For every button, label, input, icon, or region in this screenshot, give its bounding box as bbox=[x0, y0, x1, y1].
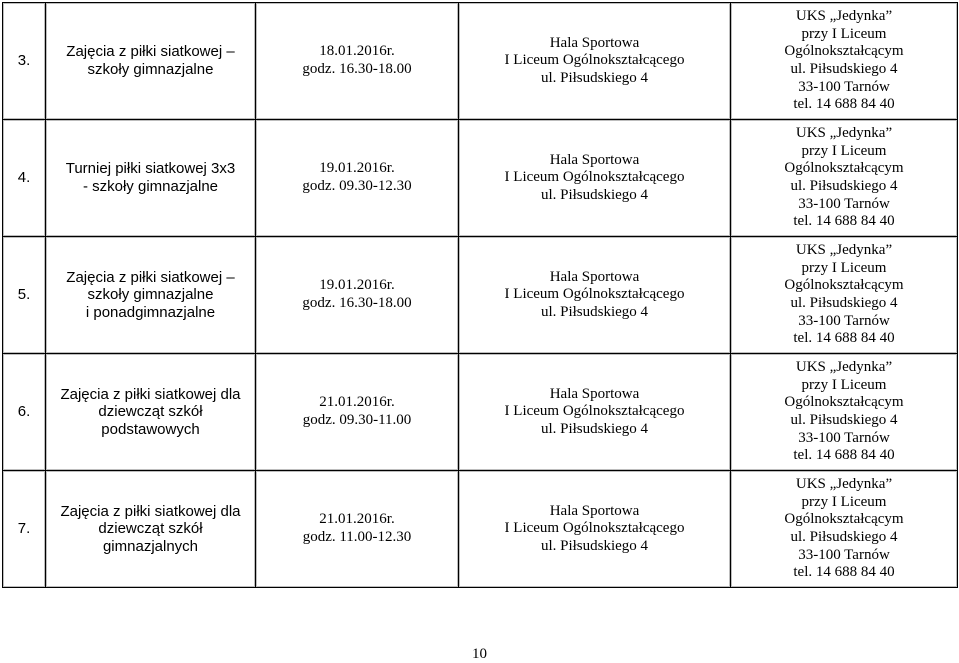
event-description-cell bbox=[46, 354, 256, 471]
table-row bbox=[3, 3, 958, 120]
row-number: 5. bbox=[3, 237, 46, 354]
event-description-cell bbox=[46, 3, 256, 120]
row-number: 3. bbox=[3, 3, 46, 120]
event-line: dziewcząt szkół bbox=[98, 403, 203, 421]
venue-cell bbox=[459, 237, 731, 354]
organizer-line: tel. 14 688 84 40 bbox=[793, 213, 895, 230]
venue-line: ul. Piłsudskiego 4 bbox=[540, 537, 649, 554]
row-number: 7. bbox=[3, 471, 46, 588]
organizer-line: przy I Liceum bbox=[801, 259, 887, 276]
venue-line: ul. Piłsudskiego 4 bbox=[540, 303, 649, 320]
page-number: 10 bbox=[472, 646, 487, 662]
table-row bbox=[3, 354, 958, 471]
organizer-cell bbox=[731, 120, 958, 237]
date-line: 21.01.2016r. bbox=[319, 511, 395, 528]
row-number: 6. bbox=[3, 354, 46, 471]
organizer-cell bbox=[731, 3, 958, 120]
organizer-line: Ogólnokształcącym bbox=[784, 277, 904, 294]
date-line: 19.01.2016r. bbox=[319, 277, 395, 294]
date-line: godz. 16.30-18.00 bbox=[302, 295, 412, 311]
venue-line: ul. Piłsudskiego 4 bbox=[540, 69, 649, 86]
organizer-line: UKS „Jedynka” bbox=[795, 242, 893, 259]
organizer-line: 33-100 Tarnów bbox=[798, 312, 890, 329]
organizer-line: tel. 14 688 84 40 bbox=[793, 564, 895, 581]
venue-line: Hala Sportowa bbox=[549, 34, 640, 51]
organizer-line: ul. Piłsudskiego 4 bbox=[790, 61, 898, 77]
organizer-line: ul. Piłsudskiego 4 bbox=[790, 295, 898, 311]
organizer-line: przy I Liceum bbox=[801, 493, 887, 510]
organizer-line: Ogólnokształcącym bbox=[784, 43, 904, 60]
event-line: gimnazjalnych bbox=[102, 537, 199, 555]
date-time-cell bbox=[256, 354, 459, 471]
event-line: podstawowych bbox=[101, 420, 200, 438]
event-line: Zajęcia z piłki siatkowej dla bbox=[60, 385, 241, 403]
venue-cell bbox=[459, 354, 731, 471]
date-line: 19.01.2016r. bbox=[319, 160, 395, 177]
event-line: szkoły gimnazjalne bbox=[87, 286, 214, 304]
venue-line: I Liceum Ogólnokształcącego bbox=[504, 403, 685, 420]
date-time-cell bbox=[256, 120, 459, 237]
organizer-line: 33-100 Tarnów bbox=[798, 546, 890, 563]
date-line: godz. 09.30-11.00 bbox=[302, 412, 412, 428]
event-description-cell bbox=[46, 120, 256, 237]
event-line: szkoły gimnazjalne bbox=[87, 61, 214, 78]
venue-cell bbox=[459, 471, 731, 588]
organizer-line: Ogólnokształcącym bbox=[784, 394, 904, 411]
organizer-line: UKS „Jedynka” bbox=[795, 8, 893, 25]
organizer-line: UKS „Jedynka” bbox=[795, 359, 893, 376]
organizer-line: Ogólnokształcącym bbox=[784, 160, 904, 177]
date-time-cell bbox=[256, 471, 459, 588]
event-line: Zajęcia z piłki siatkowej – bbox=[66, 268, 235, 286]
table-row bbox=[3, 237, 958, 354]
event-line: dziewcząt szkół bbox=[98, 520, 203, 538]
organizer-line: 33-100 Tarnów bbox=[798, 78, 890, 95]
date-line: godz. 11.00-12.30 bbox=[302, 529, 412, 545]
date-line: 18.01.2016r. bbox=[319, 43, 395, 60]
organizer-cell bbox=[731, 471, 958, 588]
organizer-line: 33-100 Tarnów bbox=[798, 195, 890, 212]
table-row bbox=[3, 120, 958, 237]
organizer-cell bbox=[731, 354, 958, 471]
event-line: i ponadgimnazjalne bbox=[85, 303, 216, 321]
venue-line: ul. Piłsudskiego 4 bbox=[540, 420, 649, 437]
event-line: Zajęcia z piłki siatkowej dla bbox=[60, 502, 241, 520]
event-line: - szkoły gimnazjalne bbox=[82, 178, 219, 195]
organizer-line: tel. 14 688 84 40 bbox=[793, 447, 895, 464]
date-line: godz. 09.30-12.30 bbox=[302, 178, 412, 194]
venue-line: Hala Sportowa bbox=[549, 502, 640, 519]
organizer-line: tel. 14 688 84 40 bbox=[793, 330, 895, 347]
organizer-cell bbox=[731, 237, 958, 354]
organizer-line: tel. 14 688 84 40 bbox=[793, 96, 895, 113]
organizer-line: UKS „Jedynka” bbox=[795, 125, 893, 142]
date-time-cell bbox=[256, 237, 459, 354]
organizer-line: ul. Piłsudskiego 4 bbox=[790, 412, 898, 428]
venue-line: Hala Sportowa bbox=[549, 151, 640, 168]
schedule-table-body bbox=[3, 3, 958, 588]
venue-line: I Liceum Ogólnokształcącego bbox=[504, 52, 685, 69]
organizer-line: przy I Liceum bbox=[801, 376, 887, 393]
event-description-cell bbox=[46, 237, 256, 354]
organizer-line: ul. Piłsudskiego 4 bbox=[790, 529, 898, 545]
organizer-line: Ogólnokształcącym bbox=[784, 511, 904, 528]
organizer-line: przy I Liceum bbox=[801, 25, 887, 42]
date-line: godz. 16.30-18.00 bbox=[302, 61, 412, 77]
date-line: 21.01.2016r. bbox=[319, 394, 395, 411]
date-time-cell bbox=[256, 3, 459, 120]
row-number: 4. bbox=[3, 120, 46, 237]
event-line: Turniej piłki siatkowej 3x3 bbox=[65, 160, 236, 178]
organizer-line: ul. Piłsudskiego 4 bbox=[790, 178, 898, 194]
venue-line: I Liceum Ogólnokształcącego bbox=[504, 169, 685, 186]
organizer-line: przy I Liceum bbox=[801, 142, 887, 159]
venue-line: Hala Sportowa bbox=[549, 268, 640, 285]
table-row bbox=[3, 471, 958, 588]
event-description-cell bbox=[46, 471, 256, 588]
venue-line: Hala Sportowa bbox=[549, 385, 640, 402]
venue-cell bbox=[459, 120, 731, 237]
venue-line: I Liceum Ogólnokształcącego bbox=[504, 286, 685, 303]
organizer-line: 33-100 Tarnów bbox=[798, 429, 890, 446]
organizer-line: UKS „Jedynka” bbox=[795, 476, 893, 493]
venue-line: I Liceum Ogólnokształcącego bbox=[504, 520, 685, 537]
venue-line: ul. Piłsudskiego 4 bbox=[540, 186, 649, 203]
event-line: Zajęcia z piłki siatkowej – bbox=[66, 43, 235, 61]
venue-cell bbox=[459, 3, 731, 120]
schedule-table bbox=[2, 2, 958, 588]
